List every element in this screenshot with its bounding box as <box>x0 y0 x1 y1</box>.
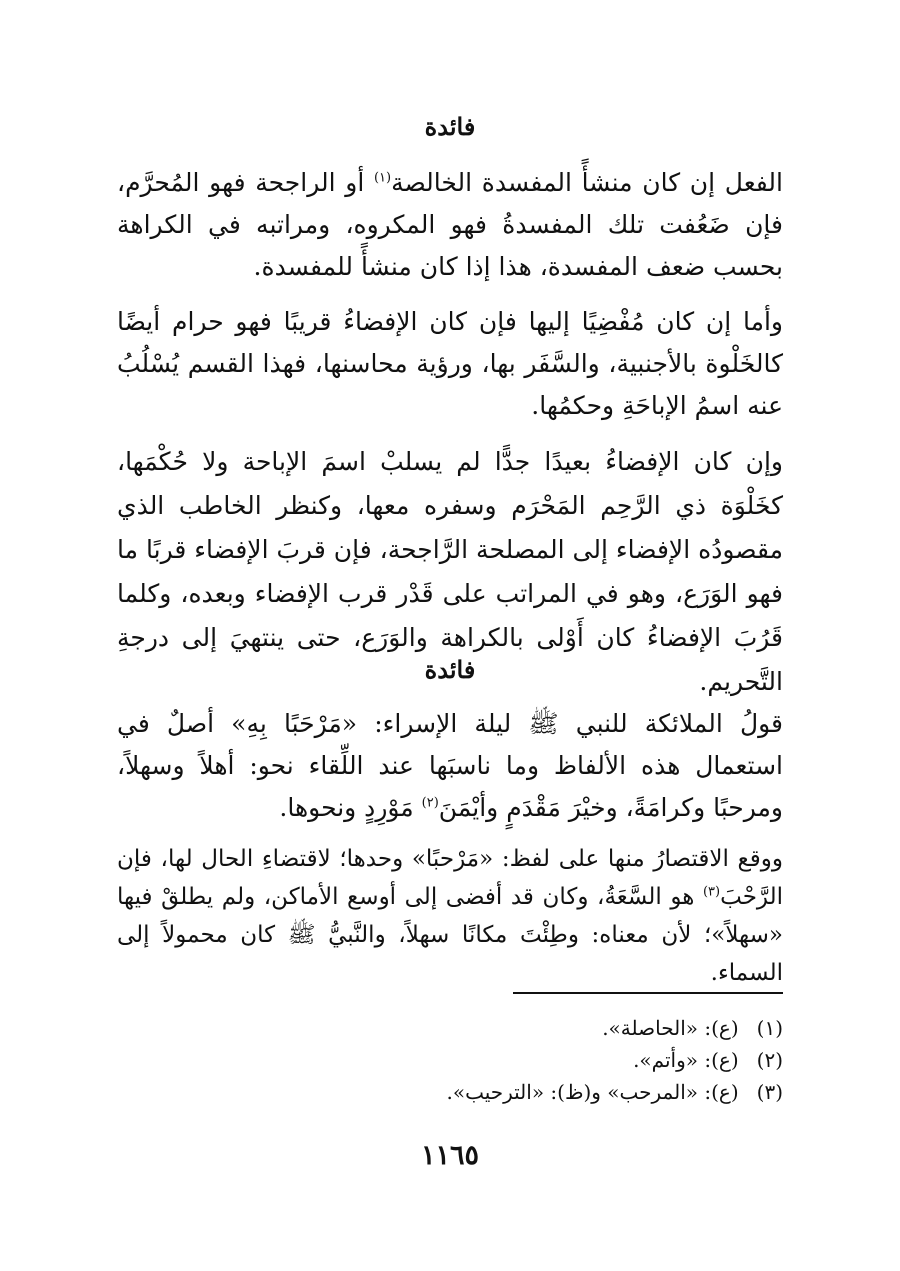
paragraph-text: قولُ الملائكة للنبي ﷺ ليلة الإسراء: «مَرْحَبًا بِهِ» أصلٌ في استعمال هذه الألفاظ وما ناسبَها عند اللِّقاء نحو: أهلاً وسهلاً، ومرحبًا وكرامَةً، وخيْرَ مَقْدَمٍ وأيْمَنَ <box>117 709 783 822</box>
page-number: ١١٦٥ <box>420 1140 479 1171</box>
footnote-item <box>117 1076 783 1108</box>
footnote-item <box>117 1044 783 1076</box>
footnote-number: (١) <box>756 1016 783 1040</box>
paragraph-text: هو السَّعَةُ، وكان قد أفضى إلى أوسع الأماكن، ولم يطلقْ فيها «سهلاً»؛ لأن معناه: وطِئْتَ مكانًا سهلاً، والنَّبيُّ ﷺ كان محمولاً إلى السماء. <box>117 884 783 986</box>
paragraph-text: أو الراجحة فهو المُحرَّم، فإن ضَعُفت تلك المفسدةُ فهو المكروه، ومراتبه في الكراهة بحسب ضعف المفسدة، هذا إذا كان منشأً للمفسدة. <box>117 168 783 281</box>
footnote-marker: (١) <box>373 170 392 186</box>
paragraph-text: الفعل إن كان منشأً المفسدة الخالصة <box>391 168 783 197</box>
section-heading: فائدة <box>424 112 476 141</box>
section-heading: فائدة <box>424 655 476 684</box>
book-page <box>117 0 783 1271</box>
paragraph-text: ووقع الاقتصارُ منها على لفظ: «مَرْحبًا» وحدها؛ لاقتضاءِ الحال لها، فإن الرَّحْبَ <box>117 846 783 910</box>
footnotes <box>117 1012 783 1108</box>
footnote-item <box>117 1012 783 1044</box>
paragraph-harm-origin <box>117 162 783 288</box>
footnote-text: (ع): «المرحب» و(ظ): «الترحيب». <box>446 1080 739 1104</box>
footnote-marker: (٢) <box>421 795 439 811</box>
footnote-text: (ع): «الحاصلة». <box>602 1016 739 1040</box>
footnote-number: (٢) <box>756 1048 783 1072</box>
paragraph-marhaba-explanation <box>117 840 783 992</box>
footnote-marker: (٣) <box>702 884 721 900</box>
paragraph-angels-greeting <box>117 703 783 829</box>
paragraph-text: مَوْرِدٍ ونحوها. <box>279 793 422 822</box>
footnote-separator <box>513 992 783 994</box>
footnote-text: (ع): «وأتم». <box>633 1048 739 1072</box>
footnote-number: (٣) <box>756 1080 783 1104</box>
paragraph-leading-to-harm: وأما إن كان مُفْضِيًا إليها فإن كان الإفضاءُ قريبًا فهو حرام أيضًا كالخَلْوة بالأجنبية، والسَّفَر بها، ورؤية محاسنها، فهذا القسم يُسْلُبُ عنه اسمُ الإباحَةِ وحكمُها. <box>117 307 783 420</box>
paragraph-distant-leading: وإن كان الإفضاءُ بعيدًا جدًّا لم يسلبْ اسمَ الإباحة ولا حُكْمَها، كخَلْوَة ذي الرَّحِم المَحْرَم وسفره معها، وكنظر الخاطب الذي مقصودُه الإفضاء إلى المصلحة الرَّاجحة، فإن قربَ الإفضاء قربًا ما فهو الوَرَع، وهو في المراتب على قَدْر قرب الإفضاء وبعده، وكلما قَرُبَ الإفضاءُ كان أَوْلى بالكراهة والوَرَع، حتى ينتهيَ إلى درجةِ التَّحريم. <box>117 447 783 696</box>
